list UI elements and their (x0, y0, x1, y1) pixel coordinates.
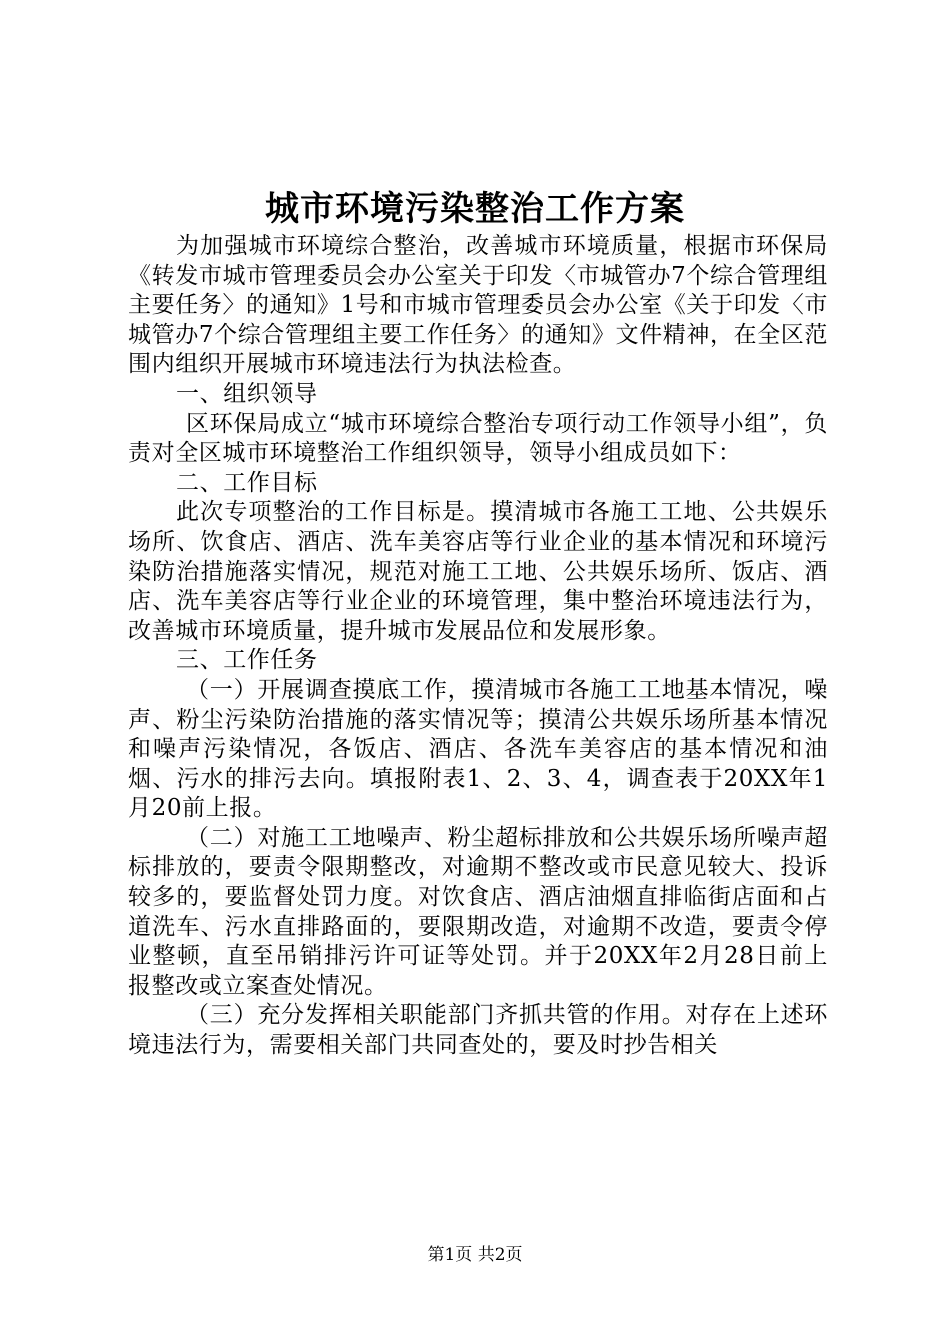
goals-paragraph: 此次专项整治的工作目标是。摸清城市各施工工地、公共娱乐场所、饮食店、酒店、洗车美容店等行业企业的基本情况和环境污染防治措施落实情况，规范对施工工地、公共娱乐场所、饭店、酒店、洗车美容店等行业企业的环境管理，集中整治环境违法行为，改善城市环境质量，提升城市发展品位和发展形象。 (128, 499, 828, 644)
section-heading-tasks: 三、工作任务 (176, 647, 318, 674)
page-footer: 第1页 共2页 (427, 1245, 523, 1265)
task-paragraph-3: （三）充分发挥相关职能部门齐抓共管的作用。对存在上述环境违法行为，需要相关部门共同查处的，要及时抄告相关 (128, 1002, 828, 1059)
task-paragraph-1: （一）开展调查摸底工作，摸清城市各施工工地基本情况，噪声、粉尘污染防治措施的落实情况等；摸清公共娱乐场所基本情况和噪声污染情况，各饭店、酒店、各洗车美容店的基本情况和油烟、污水的排污去向。填报附表1、2、3、4，调查表于20XX年1月20前上报。 (128, 676, 828, 822)
task-paragraph-2: （二）对施工工地噪声、粉尘超标排放和公共娱乐场所噪声超标排放的，要责令限期整改，对逾期不整改或市民意见较大、投诉较多的，要监督处罚力度。对饮食店、酒店油烟直排临街店面和占道洗车、污水直排路面的，要限期改造，对逾期不改造，要责令停业整顿，直至吊销排污许可证等处罚。并于20XX年2月28日前上报整改或立案查处情况。 (128, 824, 828, 999)
intro-paragraph: 为加强城市环境综合整治，改善城市环境质量，根据市环保局《转发市城市管理委员会办公室关于印发〈市城管办7个综合管理组主要任务〉的通知》1号和市城市管理委员会办公室《关于印发〈市城管办7个综合管理组主要工作任务〉的通知》文件精神，在全区范围内组织开展城市环境违法行为执法检查。 (128, 233, 828, 378)
organization-paragraph: 区环保局成立“城市环境综合整治专项行动工作领导小组”，负责对全区城市环境整治工作组织领导，领导小组成员如下： (128, 410, 828, 467)
document-body (128, 232, 828, 1061)
section-heading-organization: 一、组织领导 (176, 380, 318, 407)
document-title: 城市环境污染整治工作方案 (265, 189, 685, 229)
section-heading-goals: 二、工作目标 (176, 469, 318, 496)
